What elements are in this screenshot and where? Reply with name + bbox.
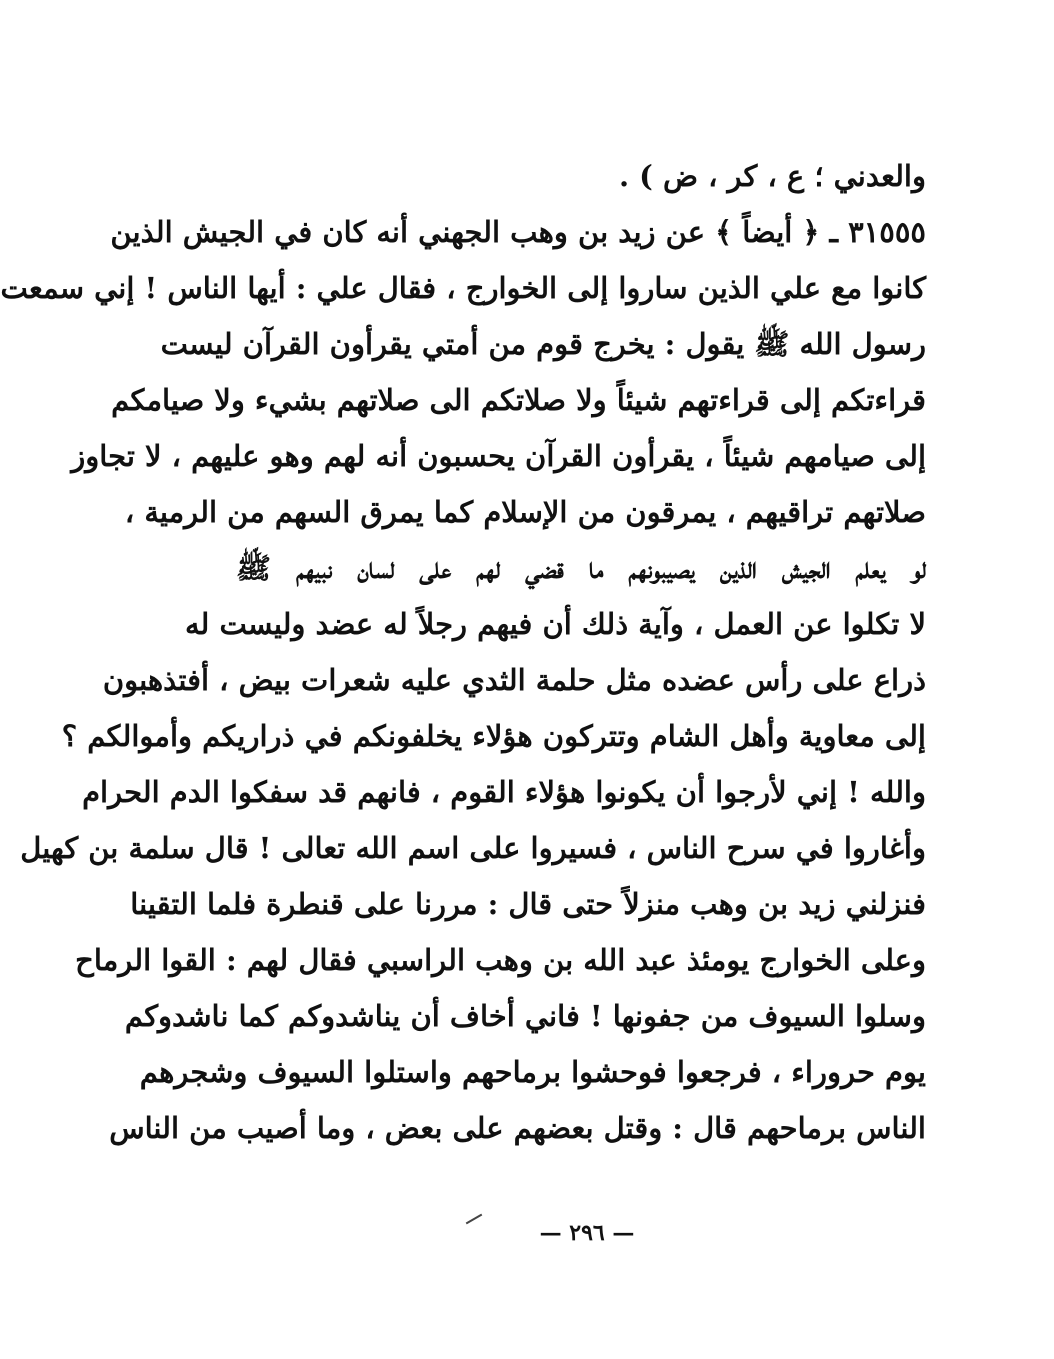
- page-number: — ٢٩٦ —: [539, 1220, 635, 1246]
- text-line: إلى معاوية وأهل الشام وتتركون هؤلاء يخلفونكم في ذراريكم وأموالكم ؟: [61, 719, 926, 753]
- text-line: وسلوا السيوف من جفونها ! فاني أخاف أن يناشدوكم كما ناشدوكم: [124, 999, 926, 1033]
- text-line: ٣١٥٥٥ ـ ﴿ أيضاً ﴾ عن زيد بن وهب الجهني أنه كان في الجيش الذين: [110, 215, 926, 249]
- text-line: وعلى الخوارج يومئذ عبد الله بن وهب الراسبي فقال لهم : القوا الرماح: [75, 943, 926, 977]
- body-text: [0, 148, 926, 1156]
- text-line: والعدني ؛ ع ، كر ، ض ) .: [618, 159, 926, 193]
- text-line: قراءتكم إلى قراءتهم شيئاً ولا صلاتكم الى صلاتهم بشيء ولا صيامكم: [111, 383, 926, 417]
- text-line: رسول الله ﷺ يقول : يخرج قوم من أمتي يقرأون القرآن ليست: [160, 327, 926, 361]
- text-line: والله ! إني لأرجوا أن يكونوا هؤلاء القوم ، فانهم قد سفكوا الدم الحرام: [82, 775, 926, 809]
- text-line: لو يعلم الجيش الذين يصيبونهم ما قضي لهم على لسان نبيهم ﷺ: [236, 551, 926, 585]
- text-line: صلاتهم تراقيهم ، يمرقون من الإسلام كما يمرق السهم من الرمية ،: [124, 495, 926, 529]
- text-line: وأغاروا في سرح الناس ، فسيروا على اسم الله تعالى ! قال سلمة بن كهيل: [20, 831, 926, 865]
- text-line: إلى صيامهم شيئاً ، يقرأون القرآن يحسبون أنه لهم وهو عليهم ، لا تجاوز: [71, 439, 926, 473]
- text-line: ذراع على رأس عضده مثل حلمة الثدي عليه شعرات بيض ، أفتذهبون: [102, 663, 926, 697]
- text-line: لا تكلوا عن العمل ، وآية ذلك أن فيهم رجلاً له عضد وليست له: [185, 607, 926, 641]
- text-line: فنزلني زيد بن وهب منزلاً حتى قال : مررنا على قنطرة فلما التقينا: [130, 887, 926, 921]
- text-line: كانوا مع علي الذين ساروا إلى الخوارج ، فقال علي : أيها الناس ! إني سمعت: [0, 271, 926, 305]
- text-line: الناس برماحهم قال : وقتل بعضهم على بعض ، وما أصيب من الناس: [109, 1111, 926, 1145]
- text-line: يوم حروراء ، فرجعوا فوحشوا برماحهم واستلوا السيوف وشجرهم: [139, 1055, 926, 1089]
